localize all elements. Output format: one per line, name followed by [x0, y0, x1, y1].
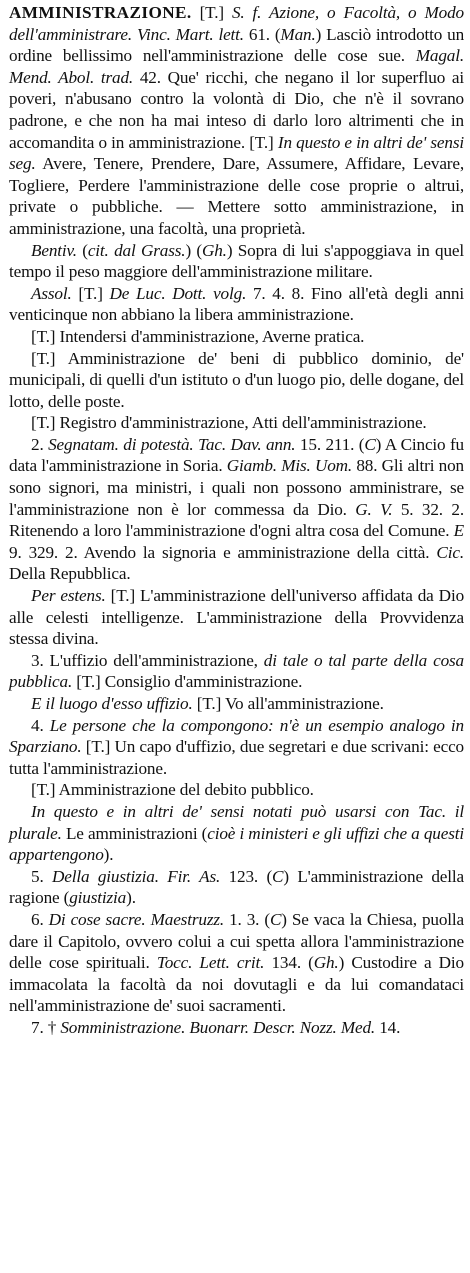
italic-text: Per estens.	[31, 586, 106, 606]
body-text: 61. (	[243, 24, 281, 44]
body-text: 6.	[31, 909, 49, 929]
body-text: [T.] L'amministrazione dell'universo affidata da Dio alle celesti intelligenze. L'amministrazione della Provvidenza stessa divina.	[9, 586, 465, 649]
entry-paragraph	[9, 326, 464, 348]
italic-text: C	[272, 866, 284, 886]
italic-text: Segnatam. di potestà. Tac. Dav. ann.	[48, 434, 296, 454]
italic-text: cioè i ministeri e gli uffizi che a questi appartengono	[9, 823, 464, 865]
italic-text: In questo e in altri de' sensi notati può usarsi con Tac. il plurale.	[9, 801, 464, 843]
body-text: 134. (	[264, 953, 314, 973]
italic-text: Assol.	[31, 283, 72, 303]
entry-paragraph	[9, 909, 464, 1017]
headword: AMMINISTRAZIONE.	[9, 3, 192, 22]
italic-text: Gh.	[313, 953, 339, 973]
body-text: [T.] Consiglio d'amministrazione.	[72, 672, 303, 692]
entry-paragraph	[9, 434, 464, 585]
italic-text: Tocc. Lett. crit.	[156, 953, 265, 973]
italic-text: In questo e in altri de' sensi seg.	[9, 132, 464, 174]
body-text: Della Repubblica.	[9, 564, 131, 584]
body-text: [T.] Registro d'amministrazione, Atti dell'amministrazione.	[31, 413, 427, 433]
italic-text: Magal. Mend. Abol. trad.	[9, 46, 464, 87]
entry-paragraph	[9, 348, 464, 413]
italic-text: Cic.	[436, 542, 464, 562]
body-text: 88. Gli altri non sono signori, ma ministri, i quali non possono amministrare, se l'amministrazione non è lor commessa da Dio.	[9, 456, 464, 519]
body-text: 5.	[31, 866, 52, 886]
body-text: [T.] Intendersi d'amministrazione, Averne pratica.	[31, 326, 365, 346]
body-text: 9. 329. 2. Avendo la signoria e amministrazione della città.	[9, 542, 437, 562]
italic-text: C	[269, 909, 282, 929]
body-text: 7. 4. 8. Fino all'età degli anni venticinque non abbiano la libera amministrazione.	[9, 283, 464, 325]
body-text: (	[76, 240, 88, 260]
italic-text: Le persone che la compongono: n'è un esempio analogo in Sparziano.	[9, 715, 464, 757]
italic-text: Giamb. Mis. Uom.	[226, 456, 353, 476]
entry-paragraph	[9, 1017, 464, 1039]
entry-paragraph	[9, 412, 464, 434]
body-text: 42. Que' ricchi, che negano il lor superfluo ai poveri, n'abusano contro la volontà di Dio, che n'è il sovrano padrone, e che non ha mai inteso di darlo loro altrimenti che in accomandita o in amministrazione. [T.]	[9, 67, 465, 152]
body-text: 15. 211. (	[295, 434, 365, 454]
entry-paragraph	[9, 650, 464, 693]
italic-text: De Luc. Dott. volg.	[109, 283, 247, 303]
entry-paragraph	[9, 866, 464, 909]
italic-text: Man.	[280, 24, 316, 44]
body-text: 123. (	[220, 866, 273, 886]
italic-text: Gh.	[201, 240, 227, 260]
body-text: ) Sopra di lui s'appoggiava in quel tempo il peso maggiore dell'amministrazione militare.	[9, 240, 465, 282]
entry-paragraph	[9, 240, 464, 283]
body-text: 5. 32. 2. Ritenendo a loro l'amministrazione d'ogni altra cosa del Comune.	[9, 499, 464, 541]
italic-text: cit. dal Grass.	[87, 240, 186, 260]
body-text: ).	[126, 888, 136, 908]
body-text: ) Lasciò introdotto un ordine bellissimo nell'amministrazione delle cose sue.	[9, 24, 465, 66]
entry-paragraph	[9, 2, 464, 240]
body-text: Avere, Tenere, Prendere, Dare, Assumere, Affidare, Levare, Togliere, Perdere l'amministrazione delle cose proprie o altrui, private o pubbliche. — Mettere sotto amministrazione, in amministrazione, una facoltà, una proprietà.	[9, 154, 464, 238]
body-text: 14.	[375, 1017, 401, 1037]
body-text: [T.] Amministrazione de' beni di pubblico dominio, de' municipali, di quelli d'un istituto o d'un luogo pio, delle dogane, del lotto, delle poste.	[9, 348, 464, 411]
body-text: 1. 3. (	[224, 909, 270, 929]
italic-text: S. f. Azione, o Facoltà, o Modo dell'amministrare. Vinc. Mart. lett.	[9, 3, 464, 44]
body-text: ) L'amministrazione della ragione (	[9, 866, 464, 908]
entry-paragraph	[9, 715, 464, 780]
body-text: [T.] Un capo d'uffizio, due segretari e due scrivani: ecco tutta l'amministrazione.	[9, 737, 464, 778]
entry-paragraph	[9, 585, 464, 650]
entry-paragraph	[9, 779, 464, 801]
italic-text: Della giustizia. Fir. As.	[52, 866, 221, 886]
italic-text: E	[453, 521, 464, 541]
italic-text: Somministrazione. Buonarr. Descr. Nozz. Med.	[60, 1017, 376, 1037]
entry-paragraph	[9, 693, 464, 715]
body-text: Le amministrazioni (	[61, 823, 208, 843]
body-text: ) Se vaca la Chiesa, puolla dare il Capitolo, ovvero colui a cui spetta allora l'amministrazione delle cose spirituali.	[9, 909, 465, 973]
entry-paragraph	[9, 801, 464, 866]
italic-text: di tale o tal parte della cosa pubblica.	[9, 650, 464, 692]
italic-text: Di cose sacre. Maestruzz.	[48, 909, 225, 929]
body-text: 3. L'uffizio dell'amministrazione,	[31, 650, 264, 670]
italic-text: C	[364, 434, 376, 454]
italic-text: G. V.	[355, 499, 393, 519]
body-text: 4.	[31, 715, 50, 735]
body-text: [T.]	[71, 283, 110, 303]
body-text: [T.] Vo all'amministrazione.	[192, 694, 384, 713]
body-text: 7. †	[31, 1017, 61, 1037]
body-text: [T.] Amministrazione del debito pubblico.	[31, 780, 314, 800]
entry-paragraph	[9, 283, 464, 326]
body-text: ) (	[185, 240, 202, 260]
body-text: ) A Cincio fu data l'amministrazione in Soria.	[9, 434, 464, 476]
body-text: 2.	[31, 434, 49, 454]
italic-text: Bentiv.	[31, 240, 77, 260]
italic-text: giustizia	[69, 888, 127, 908]
body-text: ) Custodire a Dio immacolata la facoltà da noi dovutagli e da lui comandataci nell'amministrazione de' suoi sacramenti.	[9, 953, 464, 1016]
body-text: ).	[103, 845, 114, 865]
body-text: [T.]	[191, 3, 232, 22]
italic-text: E il luogo d'esso uffizio.	[31, 694, 193, 713]
